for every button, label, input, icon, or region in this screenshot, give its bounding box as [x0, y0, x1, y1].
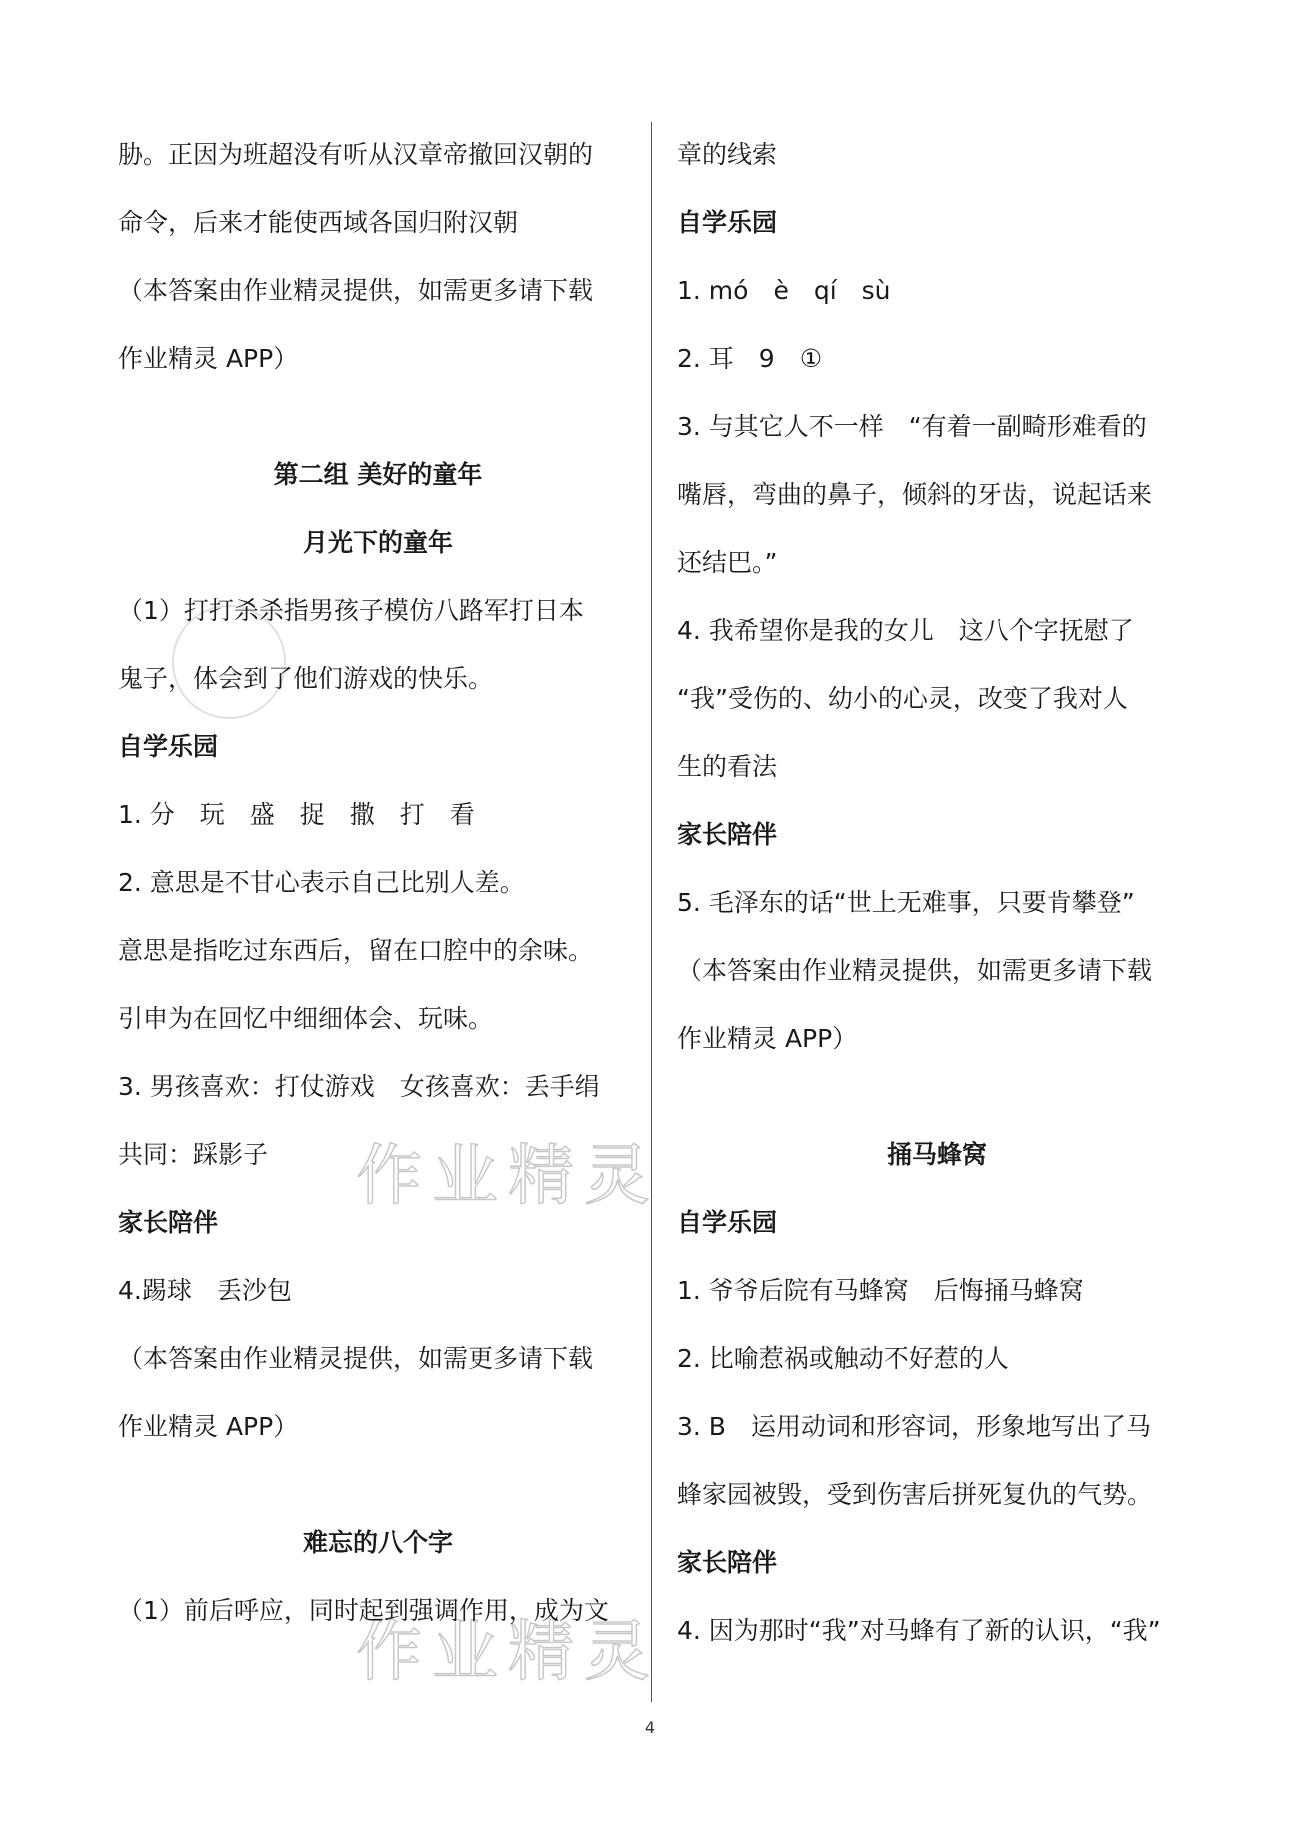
section-title: 月光下的童年 [302, 528, 453, 557]
answer-line: 意思是指吃过东西后，留在口腔中的余味。 [118, 936, 594, 965]
answer-line: 共同：踩影子 [118, 1140, 269, 1169]
section-title: 难忘的八个字 [302, 1528, 453, 1557]
watermark-stamp [172, 605, 286, 719]
answer-line: 鬼子，体会到了他们游戏的快乐。 [118, 664, 494, 693]
subsection-heading: 家长陪伴 [118, 1208, 219, 1237]
answer-line: 引申为在回忆中细细体会、玩味。 [118, 1004, 494, 1033]
subsection-heading: 自学乐园 [118, 732, 219, 761]
left-column [118, 140, 638, 1664]
answer-line: 胁。正因为班超没有听从汉章帝撤回汉朝的 [118, 140, 594, 169]
answer-line: 2. 耳 9 ① [677, 344, 823, 373]
answer-line: 命令，后来才能使西域各国归附汉朝 [118, 208, 519, 237]
answer-line: 蜂家园被毁，受到伤害后拼死复仇的气势。 [677, 1480, 1153, 1509]
section-spacer [677, 1092, 1197, 1140]
watermark: 作业精灵 [356, 1613, 660, 1690]
column-divider [651, 122, 652, 1702]
section-title: 捅马蜂窝 [886, 1140, 987, 1169]
answer-line: 2. 意思是不甘心表示自己比别人差。 [118, 868, 525, 897]
answer-line: 1. mó è qí sù [677, 276, 891, 305]
watermark: 作业精灵 [356, 1137, 660, 1214]
page-number: 4 [644, 1718, 656, 1737]
answer-line: （1）前后呼应，同时起到强调作用，成为文 [118, 1596, 609, 1625]
subsection-heading: 自学乐园 [677, 1208, 778, 1237]
answer-line: 3. 与其它人不一样 “有着一副畸形难看的 [677, 412, 1147, 441]
answer-line: 3. B 运用动词和形容词，形象地写出了马 [677, 1412, 1151, 1441]
section-title: 第二组 美好的童年 [273, 460, 483, 489]
subsection-heading: 自学乐园 [677, 208, 778, 237]
answer-line: 4.踢球 丢沙包 [118, 1276, 292, 1305]
answer-line: 4. 因为那时“我”对马蜂有了新的认识，“我” [677, 1616, 1161, 1645]
answer-line: 1. 分 玩 盛 捉 撒 打 看 [118, 800, 475, 829]
answer-line: 章的线索 [677, 140, 778, 169]
answer-line: “我”受伤的、幼小的心灵，改变了我对人 [677, 684, 1128, 713]
answer-line: 2. 比喻惹祸或触动不好惹的人 [677, 1344, 1009, 1373]
answer-line: 5. 毛泽东的话“世上无难事，只要肯攀登” [677, 888, 1135, 917]
subsection-heading: 家长陪伴 [677, 1548, 778, 1577]
right-column [677, 140, 1197, 1684]
answer-line: 3. 男孩喜欢：打仗游戏 女孩喜欢：丢手绢 [118, 1072, 600, 1101]
answer-line: （本答案由作业精灵提供，如需更多请下载 [118, 276, 594, 305]
answer-line: 还结巴。” [677, 548, 778, 577]
answer-line: 嘴唇，弯曲的鼻子，倾斜的牙齿，说起话来 [677, 480, 1153, 509]
section-spacer [118, 1480, 638, 1528]
answer-line: 作业精灵 APP） [677, 1024, 858, 1053]
answer-line: 作业精灵 APP） [118, 344, 299, 373]
answer-line: （本答案由作业精灵提供，如需更多请下载 [677, 956, 1153, 985]
answer-line: 1. 爷爷后院有马蜂窝 后悔捅马蜂窝 [677, 1276, 1084, 1305]
section-spacer [118, 412, 638, 460]
subsection-heading: 家长陪伴 [677, 820, 778, 849]
answer-line: 4. 我希望你是我的女儿 这八个字抚慰了 [677, 616, 1134, 645]
answer-line: （本答案由作业精灵提供，如需更多请下载 [118, 1344, 594, 1373]
answer-line: 生的看法 [677, 752, 778, 781]
answer-line: （1）打打杀杀指男孩子模仿八路军打日本 [118, 596, 584, 625]
answer-line: 作业精灵 APP） [118, 1412, 299, 1441]
